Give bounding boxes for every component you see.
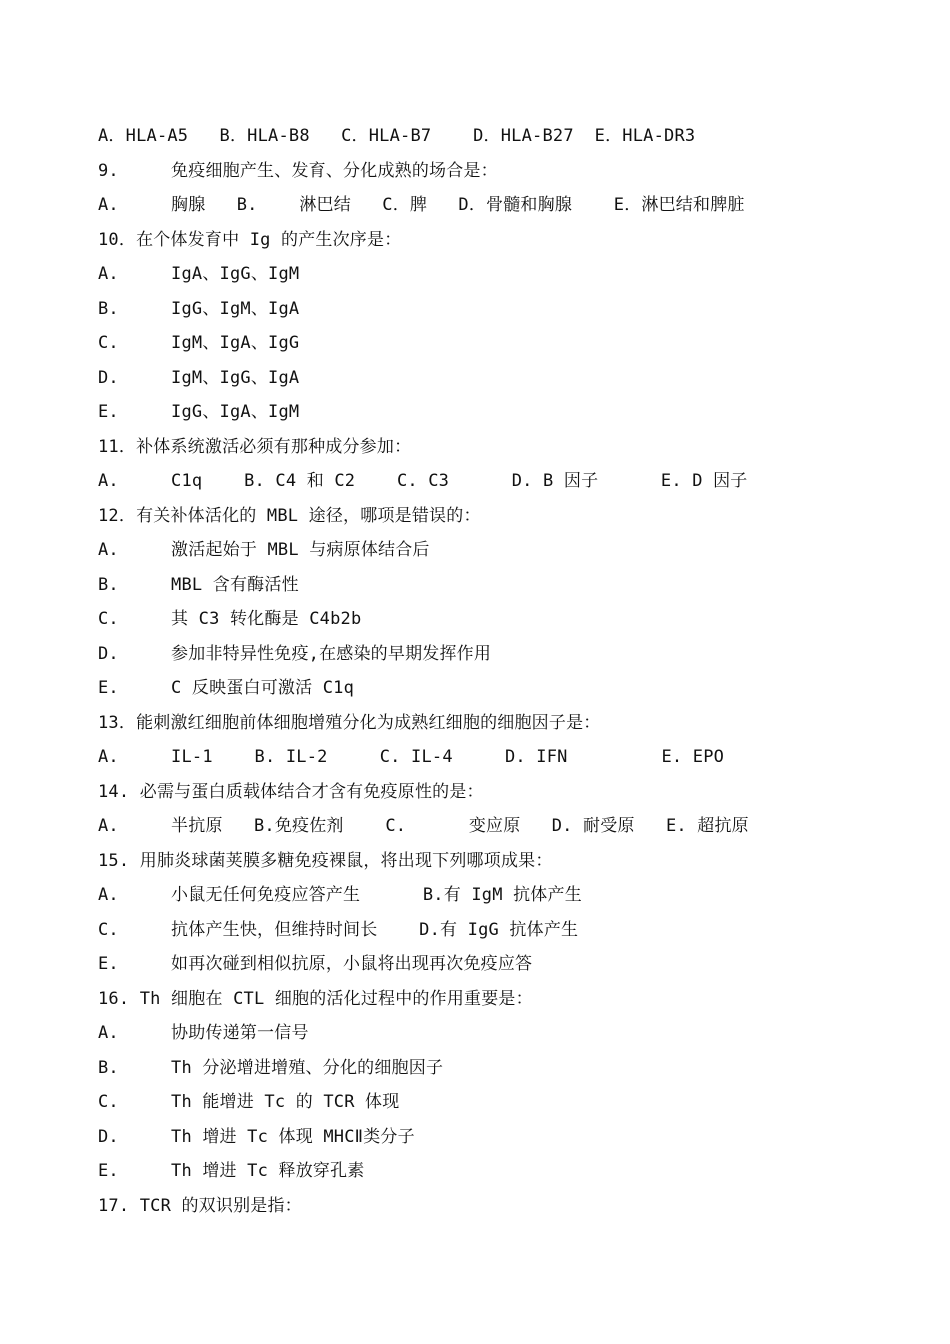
question-9-options: A. 胸腺 B. 淋巴结 C．脾 D．骨髓和胸腺 E．淋巴结和脾脏 — [98, 195, 745, 215]
question-16-option-a: A. 协助传递第一信号 — [98, 1023, 309, 1043]
question-15-option-e: E. 如再次碰到相似抗原，小鼠将出现再次免疫应答 — [98, 954, 533, 974]
question-11-options: A. C1q B. C4 和 C2 C. C3 D. B 因子 E. D 因子 — [98, 471, 748, 491]
question-10-option-e: E. IgG、IgA、IgM — [98, 402, 300, 422]
question-13-options: A. IL-1 B. IL-2 C. IL-4 D. IFN E. EPO — [98, 747, 725, 767]
question-14-options: A. 半抗原 B.免疫佐剂 C. 变应原 D. 耐受原 E. 超抗原 — [98, 816, 749, 836]
question-10-option-d: D. IgM、IgG、IgA — [98, 368, 300, 388]
question-9-stem: 9. 免疫细胞产生、发育、分化成熟的场合是： — [98, 161, 498, 181]
question-16-option-e: E. Th 增进 Tc 释放穿孔素 — [98, 1161, 365, 1181]
question-10-stem: 10．在个体发育中 Ig 的产生次序是： — [98, 230, 402, 250]
question-15-stem: 15. 用肺炎球菌荚膜多糖免疫裸鼠，将出现下列哪项成果： — [98, 851, 553, 871]
question-15-options-cd: C. 抗体产生快，但维持时间长 D.有 IgG 抗体产生 — [98, 920, 579, 940]
question-14-stem: 14. 必需与蛋白质载体结合才含有免疫原性的是： — [98, 782, 484, 802]
question-17-stem: 17. TCR 的双识别是指： — [98, 1196, 302, 1216]
question-11-stem: 11．补体系统激活必须有那种成分参加： — [98, 437, 412, 457]
question-12-stem: 12．有关补体活化的 MBL 途径，哪项是错误的： — [98, 506, 481, 526]
question-16-stem: 16. Th 细胞在 CTL 细胞的活化过程中的作用重要是： — [98, 989, 533, 1009]
question-15-options-ab: A. 小鼠无任何免疫应答产生 B.有 IgM 抗体产生 — [98, 885, 582, 905]
question-16-option-b: B. Th 分泌增进增殖、分化的细胞因子 — [98, 1058, 444, 1078]
question-12-option-e: E. C 反映蛋白可激活 C1q — [98, 678, 355, 698]
question-12-option-c: C. 其 C3 转化酶是 C4b2b — [98, 609, 362, 629]
question-10-option-a: A. IgA、IgG、IgM — [98, 264, 300, 284]
question-12-option-d: D. 参加非特异性免疫,在感染的早期发挥作用 — [98, 644, 492, 664]
question-12-option-b: B. MBL 含有酶活性 — [98, 575, 299, 595]
question-16-option-d: D. Th 增进 Tc 体现 MHCⅡ类分子 — [98, 1127, 415, 1147]
question-13-stem: 13．能刺激红细胞前体细胞增殖分化为成熟红细胞的细胞因子是： — [98, 713, 601, 733]
question-10-option-c: C. IgM、IgA、IgG — [98, 333, 300, 353]
question-12-option-a: A. 激活起始于 MBL 与病原体结合后 — [98, 540, 430, 560]
question-10-option-b: B. IgG、IgM、IgA — [98, 299, 300, 319]
question-8-options: A．HLA-A5 B．HLA-B8 C．HLA-B7 D．HLA-B27 E．HLA-DR3 — [98, 126, 696, 146]
question-16-option-c: C. Th 能增进 Tc 的 TCR 体现 — [98, 1092, 400, 1112]
